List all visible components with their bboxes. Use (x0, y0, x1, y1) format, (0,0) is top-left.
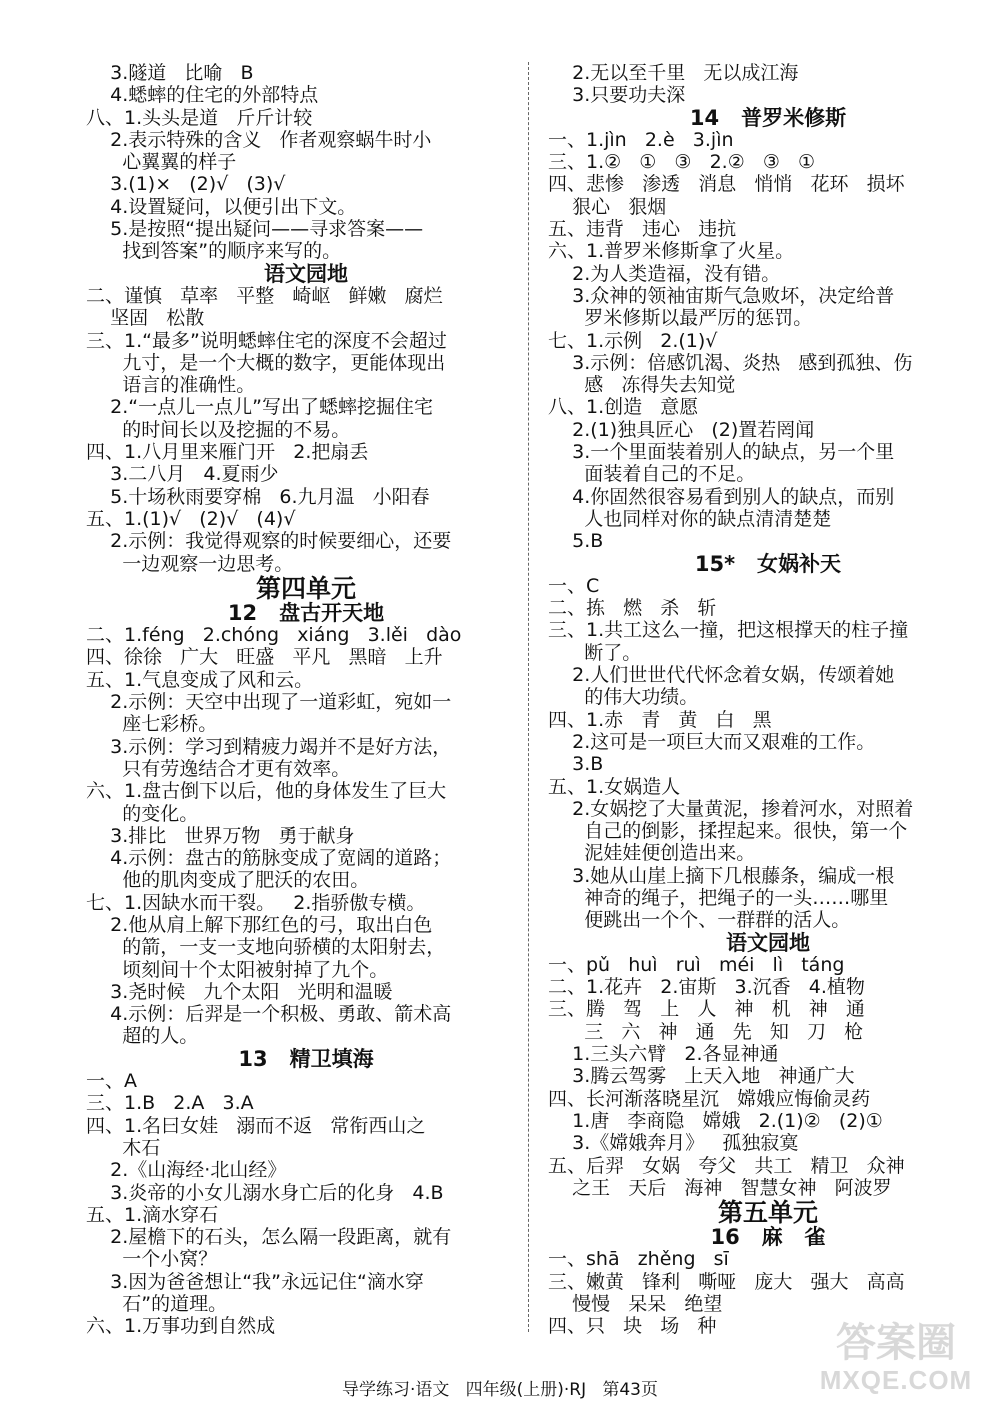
answer-line: 三、腾 驾 上 人 神 机 神 通 (548, 998, 865, 1021)
answer-line: 一个小窝？ (86, 1248, 218, 1271)
answer-line: 2.示例：天空中出现了一道彩虹，宛如一 (86, 691, 452, 714)
answer-line: 5.十场秋雨要穿棉 6.九月温 小阳春 (86, 485, 430, 508)
answer-line: 三、1.B 2.A 3.A (86, 1092, 254, 1115)
answer-line: 3.排比 世界万物 勇于献身 (86, 824, 355, 847)
answer-line: 六、1.盘古倒下以后，他的身体发生了巨大 (86, 780, 447, 803)
answer-line: 顷刻间十个太阳被射掉了九个。 (86, 958, 389, 981)
answer-line: 五、1.气息变成了风和云。 (86, 668, 314, 691)
answer-line: 神奇的绳子，把绳子的一头……哪里 (548, 886, 889, 909)
answer-line: 五、违背 违心 违抗 (548, 218, 737, 241)
answer-line: 一、A (86, 1070, 137, 1093)
section-heading: 13 精卫填海 (238, 1046, 374, 1071)
answer-line: 三、1.② ① ③ 2.② ③ ① (548, 151, 816, 174)
answer-line: 一、C (548, 574, 600, 597)
answer-line: 九寸，是一个大概的数字，更能体现出 (86, 351, 446, 374)
section-heading: 语文园地 (726, 930, 810, 955)
answer-line: 3.因为爸爸想让“我”永远记住“滴水穿 (86, 1270, 424, 1293)
answer-line: 4.你固然很容易看到别人的缺点，而别 (548, 485, 895, 508)
answer-line: 2.《山海经·北山经》 (86, 1159, 287, 1182)
answer-line: 五、1.(1)√ (2)√ (4)√ (86, 507, 296, 530)
page-footer: 导学练习·语文 四年级(上册)·RJ 第43页 (342, 1380, 658, 1400)
answer-line: 1.三头六臂 2.各显神通 (548, 1043, 779, 1066)
answer-line: 四、1.赤 青 黄 白 黑 (548, 708, 772, 731)
answer-line: 座七彩桥。 (86, 713, 218, 736)
answer-line: 一、shā zhěng sī (548, 1248, 729, 1271)
answer-line: 断了。 (548, 641, 642, 664)
answer-line: 慢慢 呆呆 绝望 (548, 1293, 723, 1316)
answer-line: 坚固 松散 (86, 307, 205, 330)
answer-line: 五、1.滴水穿石 (86, 1203, 219, 1226)
answer-line: 面装着自己的不足。 (548, 463, 756, 486)
answer-line: 四、只 块 场 种 (548, 1315, 717, 1338)
answer-line: 石”的道理。 (86, 1293, 228, 1316)
section-heading: 12 盘古开天地 (227, 600, 385, 625)
answer-line: 5.是按照“提出疑问——寻求答案—— (86, 218, 424, 241)
answer-line: 3.尧时候 九个太阳 光明和温暖 (86, 980, 393, 1003)
answer-line: 2.女娲挖了大量黄泥，掺着河水，对照着 (548, 797, 914, 820)
answer-line: 三 六 神 通 先 知 刀 枪 (548, 1020, 864, 1043)
answer-line: 3.腾云驾雾 上天入地 神通广大 (548, 1065, 855, 1088)
answer-line: 3.示例：倍感饥渴、炎热 感到孤独、伤 (548, 351, 913, 374)
answer-line: 三、1.“最多”说明蟋蟀住宅的深度不会超过 (86, 329, 447, 352)
answer-line: 3.她从山崖上摘下几根藤条，编成一根 (548, 864, 895, 887)
answer-line: 人也同样对你的缺点清清楚楚 (548, 507, 832, 530)
section-heading: 16 麻 雀 (710, 1225, 826, 1250)
answer-line: 语言的准确性。 (86, 374, 256, 397)
answer-line: 只有劳逸结合才更有效率。 (86, 757, 351, 780)
watermark-title: 答案圈 (836, 1321, 956, 1365)
watermark-logo (816, 1321, 976, 1401)
answer-line: 3.示例：学习到精疲力竭并不是好方法， (86, 735, 452, 758)
answer-line: 2.屋檐下的石头，怎么隔一段距离，就有 (86, 1226, 452, 1249)
answer-line: 泥娃娃便创造出来。 (548, 842, 756, 865)
answer-line: 5.B (548, 530, 604, 553)
answer-line: 3.一个里面装着别人的缺点，另一个里 (548, 441, 895, 464)
section-heading: 语文园地 (264, 261, 348, 286)
answer-line: 八、1.头头是道 斤斤计较 (86, 106, 313, 129)
answer-line: 2.表示特殊的含义 作者观察蜗牛时小 (86, 128, 432, 151)
answer-line: 五、后羿 女娲 夸父 共工 精卫 众神 (548, 1154, 905, 1177)
section-heading: 第四单元 (255, 573, 356, 603)
answer-line: 二、1.花卉 2.宙斯 3.沉香 4.植物 (548, 976, 865, 999)
answer-line: 二、谨慎 草率 平整 崎岖 鲜嫩 腐烂 (86, 284, 443, 307)
answer-line: 2.他从肩上解下那红色的弓，取出白色 (86, 913, 433, 936)
answer-line: 超的人。 (86, 1025, 199, 1048)
section-heading: 第五单元 (717, 1198, 818, 1228)
answer-line: 3.《嫦娥奔月》 孤独寂寞 (548, 1132, 799, 1155)
answer-line: 2.示例：我觉得观察的时候要细心，还要 (86, 530, 452, 553)
answer-line: 四、1.八月里来雁门开 2.把扇丢 (86, 441, 369, 464)
answer-line: 的箭，一支一支地向骄横的太阳射去， (86, 936, 446, 959)
answer-line: 心翼翼的样子 (86, 151, 237, 174)
right-column (548, 62, 988, 1338)
section-heading: 14 普罗米修斯 (689, 105, 847, 130)
answer-line: 2.“一点儿一点儿”写出了蟋蟀挖掘住宅 (86, 396, 433, 419)
answer-line: 2.人们世世代代怀念着女娲，传颂着她 (548, 664, 895, 687)
answer-line: 四、1.名曰女娃 溺而不返 常衔西山之 (86, 1114, 426, 1137)
answer-line: 3.众神的领袖宙斯气急败坏，决定给普 (548, 284, 895, 307)
answer-line: 五、1.女娲造人 (548, 775, 681, 798)
section-heading: 15* 女娲补天 (694, 551, 842, 576)
answer-line: 3.炎帝的小女儿溺水身亡后的化身 4.B (86, 1181, 444, 1204)
answer-line: 3.只要功夫深 (548, 84, 686, 107)
answer-line: 四、长河渐落晓星沉 嫦娥应悔偷灵药 (548, 1087, 871, 1110)
answer-line: 七、1.示例 2.(1)√ (548, 329, 718, 352)
answer-line: 四、悲惨 渗透 消息 悄悄 花环 损坏 (548, 173, 905, 196)
answer-line: 八、1.创造 意愿 (548, 396, 699, 419)
answer-line: 3.隧道 比喻 B (86, 62, 254, 84)
answer-line: 4.设置疑问，以便引出下文。 (86, 195, 357, 218)
answer-line: 4.示例：盘古的筋脉变成了宽阔的道路； (86, 847, 452, 870)
answer-line: 的伟大功绩。 (548, 686, 699, 709)
answer-line: 木石 (86, 1136, 161, 1159)
answer-line: 六、1.万事功到自然成 (86, 1315, 276, 1338)
answer-line: 七、1.因缺水而干裂。 2.指骄傲专横。 (86, 891, 426, 914)
answer-line: 4.示例：后羿是一个积极、勇敢、箭术高 (86, 1003, 452, 1026)
column-divider (528, 62, 530, 1332)
answer-line: 一、pǔ huì ruì méi lì táng (548, 953, 845, 976)
answer-line: 3.B (548, 753, 604, 776)
answer-line: 2.无以至千里 无以成江海 (548, 62, 799, 84)
answer-line: 3.二八月 4.夏雨少 (86, 463, 279, 486)
answer-line: 自己的倒影，揉捏起来。很快，第一个 (548, 820, 908, 843)
answer-line: 罗米修斯以最严厉的惩罚。 (548, 307, 813, 330)
answer-line: 2.(1)独具匠心 (2)置若罔闻 (548, 418, 815, 441)
watermark-url: MXQE.COM (819, 1365, 973, 1395)
answer-line: 三、1.共工这么一撞，把这根撑天的柱子撞 (548, 619, 909, 642)
answer-line: 一、1.jìn 2.è 3.jìn (548, 128, 734, 151)
answer-line: 的变化。 (86, 802, 199, 825)
answer-line: 找到答案”的顺序来写的。 (86, 240, 342, 263)
answer-line: 一边观察一边思考。 (86, 552, 294, 575)
answer-line: 狠心 狠烟 (548, 195, 667, 218)
answer-line: 之王 天后 海神 智慧女神 阿波罗 (548, 1176, 892, 1199)
answer-line: 他的肌肉变成了肥沃的农田。 (86, 869, 370, 892)
answer-line: 六、1.普罗米修斯拿了火星。 (548, 240, 795, 263)
answer-line: 的时间长以及挖掘的不易。 (86, 418, 351, 441)
answer-line: 2.这可是一项巨大而又艰难的工作。 (548, 730, 876, 753)
answer-line: 4.蟋蟀的住宅的外部特点 (86, 84, 319, 107)
answer-line: 三、嫩黄 锋利 嘶哑 庞大 强大 高高 (548, 1270, 905, 1293)
answer-line: 1.唐 李商隐 嫦娥 2.(1)② (2)① (548, 1109, 883, 1132)
answer-line: 3.(1)× (2)√ (3)√ (86, 173, 286, 196)
answer-line: 二、1.féng 2.chóng xiáng 3.lěi dào (86, 624, 462, 647)
left-column (86, 62, 526, 1338)
answer-line: 2.为人类造福，没有错。 (548, 262, 781, 285)
answer-line: 二、拣 燃 杀 斩 (548, 597, 717, 620)
answer-line: 四、徐徐 广大 旺盛 平凡 黑暗 上升 (86, 646, 443, 669)
answer-line: 感 冻得失去知觉 (548, 374, 736, 397)
answer-line: 便跳出一个个、一群群的活人。 (548, 909, 851, 932)
